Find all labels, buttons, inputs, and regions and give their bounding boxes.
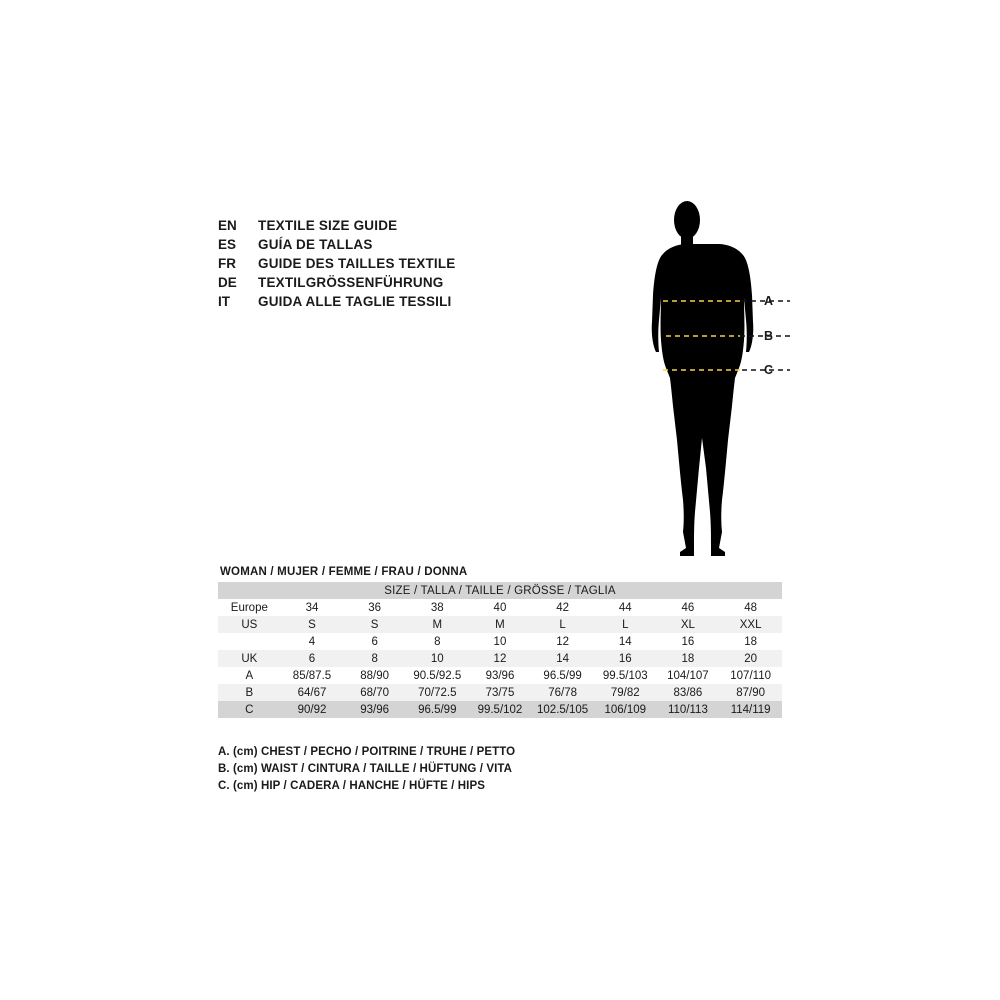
language-row-es: [218, 235, 548, 254]
cell: 73/75: [469, 684, 532, 701]
cell: 110/113: [657, 701, 720, 718]
language-code-it: IT: [218, 294, 230, 309]
cell: S: [281, 616, 344, 633]
body-path: [652, 244, 754, 556]
cell: 70/72.5: [406, 684, 469, 701]
cell: 12: [469, 650, 532, 667]
legend-line-a: A. (cm) CHEST / PECHO / POITRINE / TRUHE / PETTO: [218, 746, 516, 758]
cell: 12: [531, 633, 594, 650]
language-title-es: GUÍA DE TALLAS: [258, 237, 373, 252]
cell: 79/82: [594, 684, 657, 701]
cell: 40: [469, 599, 532, 616]
cell: 8: [343, 650, 406, 667]
row-label-us: US: [218, 616, 281, 633]
cell: 99.5/102: [469, 701, 532, 718]
cell: 14: [594, 633, 657, 650]
cell: 99.5/103: [594, 667, 657, 684]
cell: 36: [343, 599, 406, 616]
language-title-it: GUIDA ALLE TAGLIE TESSILI: [258, 294, 452, 309]
marker-label-b: B: [764, 329, 774, 343]
size-table: [218, 582, 782, 718]
language-row-en: [218, 216, 548, 235]
silhouette-body: [652, 201, 754, 556]
language-row-de: [218, 273, 548, 292]
cell: 14: [531, 650, 594, 667]
language-code-de: DE: [218, 275, 237, 290]
woman-silhouette-figure: [630, 200, 800, 580]
language-row-it: [218, 292, 548, 311]
cell: 6: [281, 650, 344, 667]
row-label-c: C: [218, 701, 281, 718]
cell: 93/96: [343, 701, 406, 718]
table-row: [218, 667, 782, 684]
size-table-section: [218, 566, 782, 718]
table-row: [218, 616, 782, 633]
silhouette-svg: [630, 200, 800, 580]
marker-label-a: A: [764, 294, 774, 308]
row-label-us-numeric: [218, 633, 281, 650]
cell: 90/92: [281, 701, 344, 718]
cell: 104/107: [657, 667, 720, 684]
table-row-size-header: [218, 582, 782, 599]
cell: 102.5/105: [531, 701, 594, 718]
cell: L: [594, 616, 657, 633]
table-row: [218, 650, 782, 667]
language-title-block: [218, 216, 548, 311]
cell: 90.5/92.5: [406, 667, 469, 684]
cell: 68/70: [343, 684, 406, 701]
cell: 83/86: [657, 684, 720, 701]
cell: 96.5/99: [406, 701, 469, 718]
cell: 18: [657, 650, 720, 667]
cell: L: [531, 616, 594, 633]
cell: 46: [657, 599, 720, 616]
cell: 85/87.5: [281, 667, 344, 684]
table-row: [218, 599, 782, 616]
cell: 20: [719, 650, 782, 667]
language-row-fr: [218, 254, 548, 273]
size-header-cell: SIZE / TALLA / TAILLE / GRÖSSE / TAGLIA: [218, 582, 782, 599]
marker-label-c: C: [764, 363, 774, 377]
cell: 34: [281, 599, 344, 616]
cell: XL: [657, 616, 720, 633]
cell: 38: [406, 599, 469, 616]
language-title-fr: GUIDE DES TAILLES TEXTILE: [258, 256, 456, 271]
row-label-b: B: [218, 684, 281, 701]
language-title-en: TEXTILE SIZE GUIDE: [258, 218, 398, 233]
row-label-a: A: [218, 667, 281, 684]
cell: 106/109: [594, 701, 657, 718]
cell: 8: [406, 633, 469, 650]
cell: 42: [531, 599, 594, 616]
cell: 76/78: [531, 684, 594, 701]
legend-line-b: B. (cm) WAIST / CINTURA / TAILLE / HÜFTUNG / VITA: [218, 763, 513, 775]
cell: M: [406, 616, 469, 633]
row-label-uk: UK: [218, 650, 281, 667]
cell: 88/90: [343, 667, 406, 684]
cell: 18: [719, 633, 782, 650]
measurement-legend: [218, 744, 718, 795]
cell: 96.5/99: [531, 667, 594, 684]
table-caption: WOMAN / MUJER / FEMME / FRAU / DONNA: [220, 566, 468, 578]
cell: 48: [719, 599, 782, 616]
cell: 107/110: [719, 667, 782, 684]
language-code-es: ES: [218, 237, 237, 252]
cell: 16: [594, 650, 657, 667]
table-row: [218, 633, 782, 650]
cell: 64/67: [281, 684, 344, 701]
cell: 10: [406, 650, 469, 667]
language-code-en: EN: [218, 218, 237, 233]
cell: 4: [281, 633, 344, 650]
cell: 87/90: [719, 684, 782, 701]
cell: 16: [657, 633, 720, 650]
cell: XXL: [719, 616, 782, 633]
cell: M: [469, 616, 532, 633]
language-code-fr: FR: [218, 256, 236, 271]
table-row: [218, 701, 782, 718]
row-label-europe: Europe: [218, 599, 281, 616]
language-title-de: TEXTILGRÖSSENFÜHRUNG: [258, 275, 444, 290]
cell: 44: [594, 599, 657, 616]
cell: 10: [469, 633, 532, 650]
cell: 114/119: [719, 701, 782, 718]
cell: 93/96: [469, 667, 532, 684]
legend-line-c: C. (cm) HIP / CADERA / HANCHE / HÜFTE / HIPS: [218, 780, 486, 792]
table-row: [218, 684, 782, 701]
cell: 6: [343, 633, 406, 650]
cell: S: [343, 616, 406, 633]
